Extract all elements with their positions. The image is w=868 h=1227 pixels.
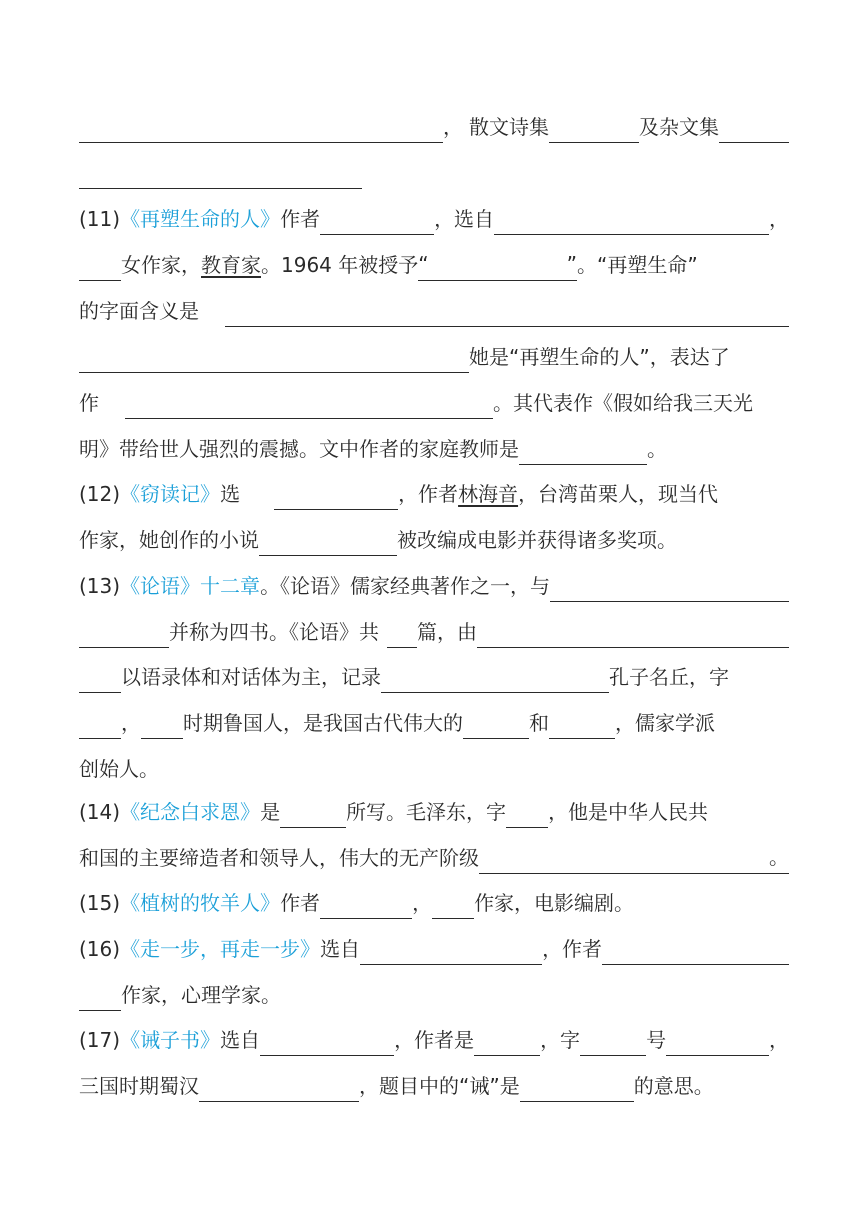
- blank[interactable]: [580, 1033, 646, 1056]
- text: 教育家: [201, 253, 261, 277]
- blank[interactable]: [360, 942, 542, 965]
- q11-line-5: [79, 387, 789, 419]
- question-title: 《窃读记》: [120, 482, 221, 506]
- q12-line-2: [79, 524, 789, 556]
- blank[interactable]: [519, 442, 647, 465]
- text: ，作者: [542, 937, 603, 961]
- text: 被改编成电影并获得诸多奖项。: [397, 528, 677, 552]
- q14-line-2: [79, 842, 789, 874]
- quote-close: ”: [567, 248, 577, 281]
- q17-line-2: [79, 1070, 789, 1102]
- question-number: (16): [79, 937, 121, 961]
- text: 号: [646, 1028, 667, 1052]
- text: 她是“再塑生命的人”，表达了: [469, 345, 730, 369]
- text: ，: [769, 1028, 789, 1052]
- q17-line-1: [79, 1024, 789, 1056]
- text: 创始人。: [79, 757, 159, 781]
- blank[interactable]: [259, 533, 397, 556]
- blank[interactable]: [199, 1079, 359, 1102]
- blank[interactable]: [549, 716, 615, 739]
- question-title: 《诫子书》: [120, 1028, 221, 1052]
- text: 。其代表作《假如给我三天光: [493, 391, 753, 415]
- blank[interactable]: [479, 851, 769, 874]
- blank[interactable]: [79, 670, 121, 693]
- q14-line-1: [79, 796, 789, 828]
- blank[interactable]: [549, 120, 639, 143]
- blank[interactable]: [666, 1033, 769, 1056]
- question-number: (11): [79, 207, 121, 231]
- q11-line-3: [79, 295, 789, 327]
- blank[interactable]: [320, 212, 434, 235]
- q11-line-4: [79, 341, 789, 373]
- blank[interactable]: [463, 716, 529, 739]
- text: 篇，由: [417, 620, 477, 644]
- text: 以语录体和对话体为主，记录: [121, 665, 381, 689]
- blank[interactable]: [506, 805, 548, 828]
- text: ，作者: [398, 482, 459, 506]
- question-title: 《植树的牧羊人》: [120, 891, 281, 915]
- blank[interactable]: [477, 625, 789, 648]
- question-title: 《走一步，再走一步》: [120, 937, 321, 961]
- question-number: (13): [79, 574, 121, 598]
- question-number: (15): [79, 891, 121, 915]
- blank[interactable]: [141, 716, 183, 739]
- text: 作家，她创作的小说: [79, 528, 259, 552]
- text: 及杂文集: [639, 115, 719, 139]
- blank[interactable]: [125, 396, 493, 419]
- q11-line-2: [79, 249, 789, 281]
- text: 孔子名丘，字: [609, 665, 729, 689]
- q13-line-5: [79, 753, 789, 785]
- blank[interactable]: [381, 670, 609, 693]
- q13-line-4: [79, 707, 789, 739]
- text: 。: [769, 841, 789, 874]
- blank[interactable]: [429, 258, 567, 281]
- text: 。: [647, 437, 667, 461]
- author-name: 林海音: [458, 482, 519, 506]
- text: ，: [121, 711, 141, 735]
- text: 并称为四书。《论语》共: [169, 620, 379, 644]
- text: ，: [769, 207, 789, 231]
- quote-open: “: [418, 248, 428, 281]
- q13-line-2: [79, 616, 789, 648]
- q16-line-1: [79, 933, 789, 965]
- q12-line-1: [79, 478, 789, 510]
- text: ，选自: [434, 207, 495, 231]
- text: 作家，心理学家。: [121, 983, 281, 1007]
- text: ，题目中的“诫”是: [359, 1074, 520, 1098]
- blank[interactable]: [320, 896, 412, 919]
- text: 。“再塑生命”: [577, 253, 698, 277]
- q11-line-1: [79, 203, 789, 235]
- blank[interactable]: [79, 258, 121, 281]
- question-number: (17): [79, 1028, 121, 1052]
- q13-line-3: [79, 661, 789, 693]
- text: 作: [79, 391, 99, 415]
- text: ，台湾苗栗人，现当代: [518, 482, 719, 506]
- blank[interactable]: [79, 625, 169, 648]
- question-title: 《再塑生命的人》: [120, 207, 281, 231]
- top-line-1: [79, 111, 789, 143]
- text: 时期鲁国人，是我国古代伟大的: [183, 711, 463, 735]
- text: ，作者是: [394, 1028, 475, 1052]
- text: 的字面含义是: [79, 299, 199, 323]
- text: 明》带给世人强烈的震撼。文中作者的家庭教师是: [79, 437, 519, 461]
- q11-line-6: [79, 433, 789, 465]
- blank[interactable]: [274, 487, 398, 510]
- blank[interactable]: [225, 304, 789, 327]
- text: 作家，电影编剧。: [474, 891, 635, 915]
- text: 选自: [320, 937, 361, 961]
- blank[interactable]: [474, 1033, 540, 1056]
- text: ，他是中华人民共: [548, 800, 709, 824]
- blank[interactable]: [79, 988, 121, 1011]
- text: ，儒家学派: [615, 711, 715, 735]
- blank[interactable]: [494, 212, 769, 235]
- blank[interactable]: [79, 120, 443, 143]
- blank[interactable]: [79, 716, 121, 739]
- blank[interactable]: [719, 120, 789, 143]
- blank[interactable]: [602, 942, 789, 965]
- question-title: 《纪念白求恩》: [120, 800, 261, 824]
- blank[interactable]: [432, 896, 474, 919]
- q16-line-2: [79, 979, 789, 1011]
- text: ，: [412, 891, 433, 915]
- blank[interactable]: [387, 625, 417, 648]
- text: 的意思。: [633, 1074, 714, 1098]
- top-line-2: [79, 157, 789, 189]
- text: 作者: [280, 207, 321, 231]
- text: 散文诗集: [469, 115, 549, 139]
- question-number: (14): [79, 800, 121, 824]
- text: 。1964 年被授予: [261, 253, 419, 277]
- text: 选自: [220, 1028, 261, 1052]
- q13-line-1: [79, 570, 789, 602]
- blank[interactable]: [79, 350, 469, 373]
- text: 三国时期蜀汉: [79, 1074, 199, 1098]
- text: 和国的主要缔造者和领导人，伟大的无产阶级: [79, 846, 479, 870]
- question-number: (12): [79, 482, 121, 506]
- blank[interactable]: [550, 579, 789, 602]
- text: 。《论语》儒家经典著作之一，与: [260, 574, 551, 598]
- blank[interactable]: [260, 1033, 394, 1056]
- text: 作者: [280, 891, 321, 915]
- blank[interactable]: [520, 1079, 634, 1102]
- text: 是: [260, 800, 281, 824]
- text: 和: [529, 711, 549, 735]
- blank[interactable]: [280, 805, 346, 828]
- text: ，: [443, 115, 463, 139]
- question-title: 《论语》十二章: [120, 574, 261, 598]
- blank[interactable]: [79, 166, 362, 189]
- text: 所写。毛泽东，字: [346, 800, 507, 824]
- text: ，字: [540, 1028, 581, 1052]
- text: 选: [220, 482, 241, 506]
- q15-line-1: [79, 887, 789, 919]
- text: 女作家，: [121, 253, 201, 277]
